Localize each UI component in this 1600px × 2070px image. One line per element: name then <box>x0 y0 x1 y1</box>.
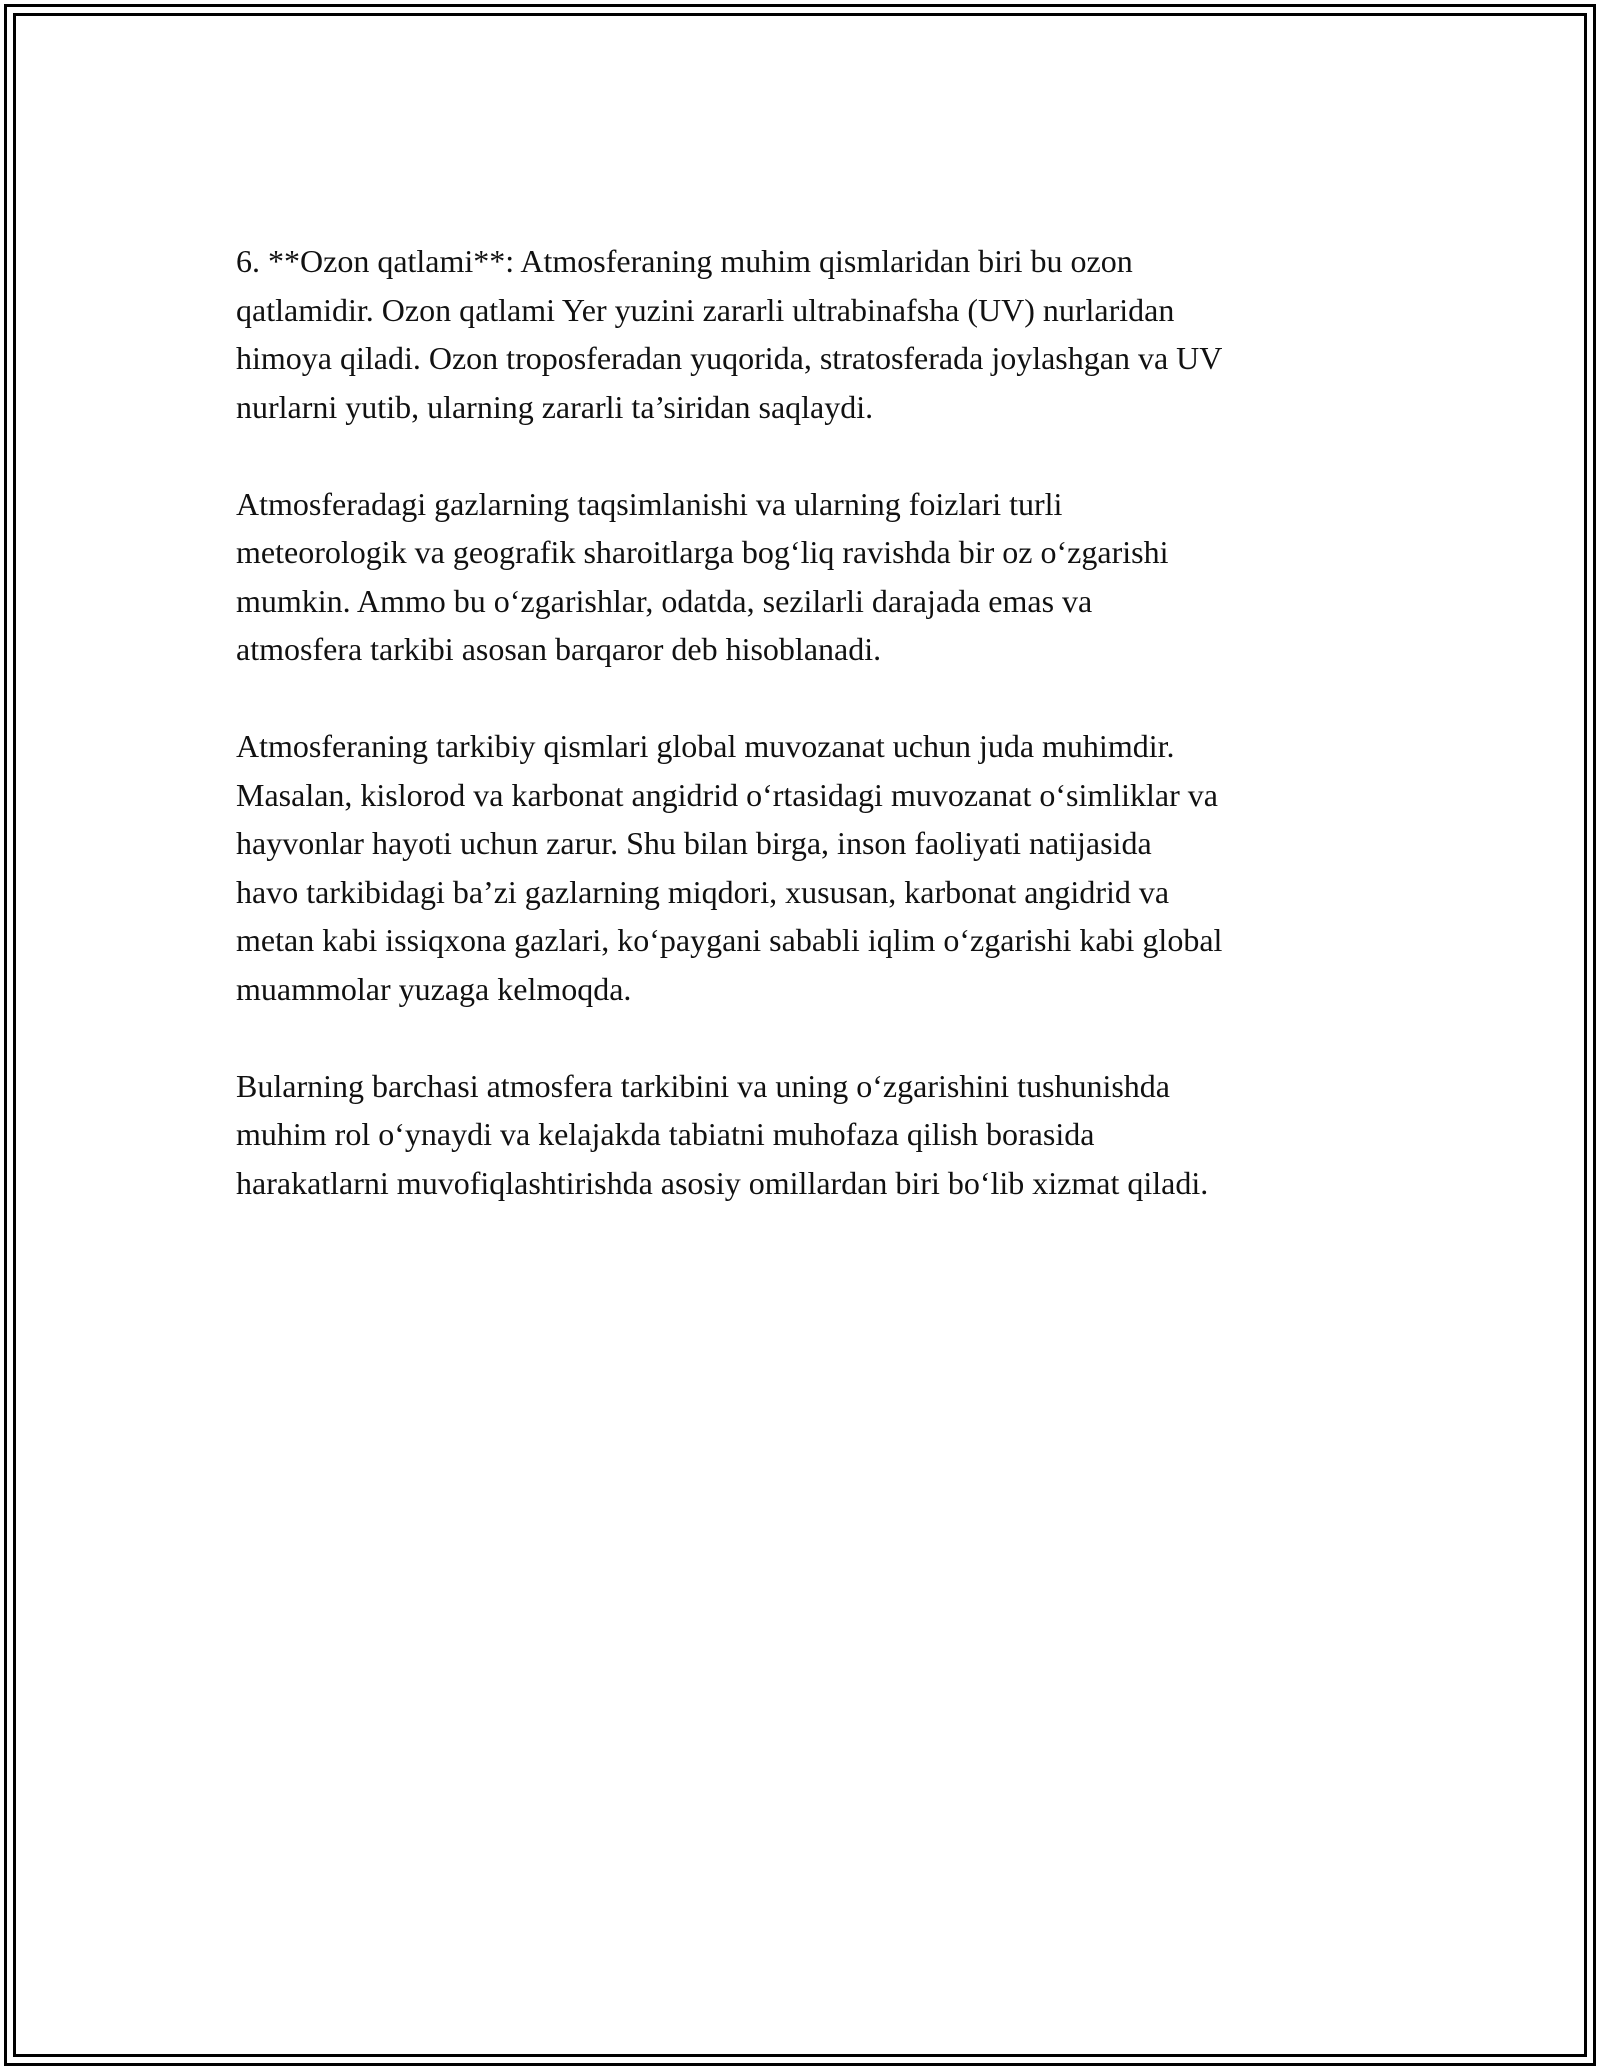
text-line: metan kabi issiqxona gazlari, ko‘paygani sababli iqlim o‘zgarishi kabi global <box>236 922 1223 958</box>
text-line: qatlamidir. Ozon qatlami Yer yuzini zararli ultrabinafsha (UV) nurlaridan <box>236 291 1175 328</box>
paragraph-ozone-layer <box>236 237 1376 431</box>
paragraph-conclusion <box>236 1062 1376 1208</box>
text-line: mumkin. Ammo bu o‘zgarishlar, odatda, sezilarli darajada emas va <box>236 582 1093 619</box>
text-line: 6. **Ozon qatlami**: Atmosferaning muhim qismlaridan biri bu ozon <box>236 243 1133 279</box>
text-line: muhim rol o‘ynaydi va kelajakda tabiatni muhofaza qilish borasida <box>236 1116 1095 1152</box>
text-line: Atmosferadagi gazlarning taqsimlanishi va ularning foizlari turli <box>236 485 1063 522</box>
text-line: nurlarni yutib, ularning zararli ta’siridan saqlaydi. <box>236 388 874 425</box>
text-line: Atmosferaning tarkibiy qismlari global muvozanat uchun juda muhimdir. <box>236 728 1175 764</box>
text-line: Masalan, kislorod va karbonat angidrid o‘rtasidagi muvozanat o‘simliklar va <box>236 776 1218 813</box>
text-line: meteorologik va geografik sharoitlarga bog‘liq ravishda bir oz o‘zgarishi <box>236 534 1169 570</box>
text-line: atmosfera tarkibi asosan barqaror deb hisoblanadi. <box>236 631 882 667</box>
text-line: Bularning barchasi atmosfera tarkibini va uning o‘zgarishini tushunishda <box>236 1067 1170 1104</box>
text-line: harakatlarni muvofiqlashtirishda asosiy omillardan biri bo‘lib xizmat qiladi. <box>236 1164 1209 1201</box>
document-body <box>236 237 1376 1256</box>
text-line: muammolar yuzaga kelmoqda. <box>236 970 632 1007</box>
paragraph-global-balance <box>236 722 1376 1013</box>
paragraph-gas-distribution <box>236 480 1376 674</box>
text-line: hayvonlar hayoti uchun zarur. Shu bilan birga, inson faoliyati natijasida <box>236 825 1152 861</box>
text-line: himoya qiladi. Ozon troposferadan yuqorida, stratosferada joylashgan va UV <box>236 340 1223 376</box>
text-line: havo tarkibidagi ba’zi gazlarning miqdori, xususan, karbonat angidrid va <box>236 873 1170 910</box>
